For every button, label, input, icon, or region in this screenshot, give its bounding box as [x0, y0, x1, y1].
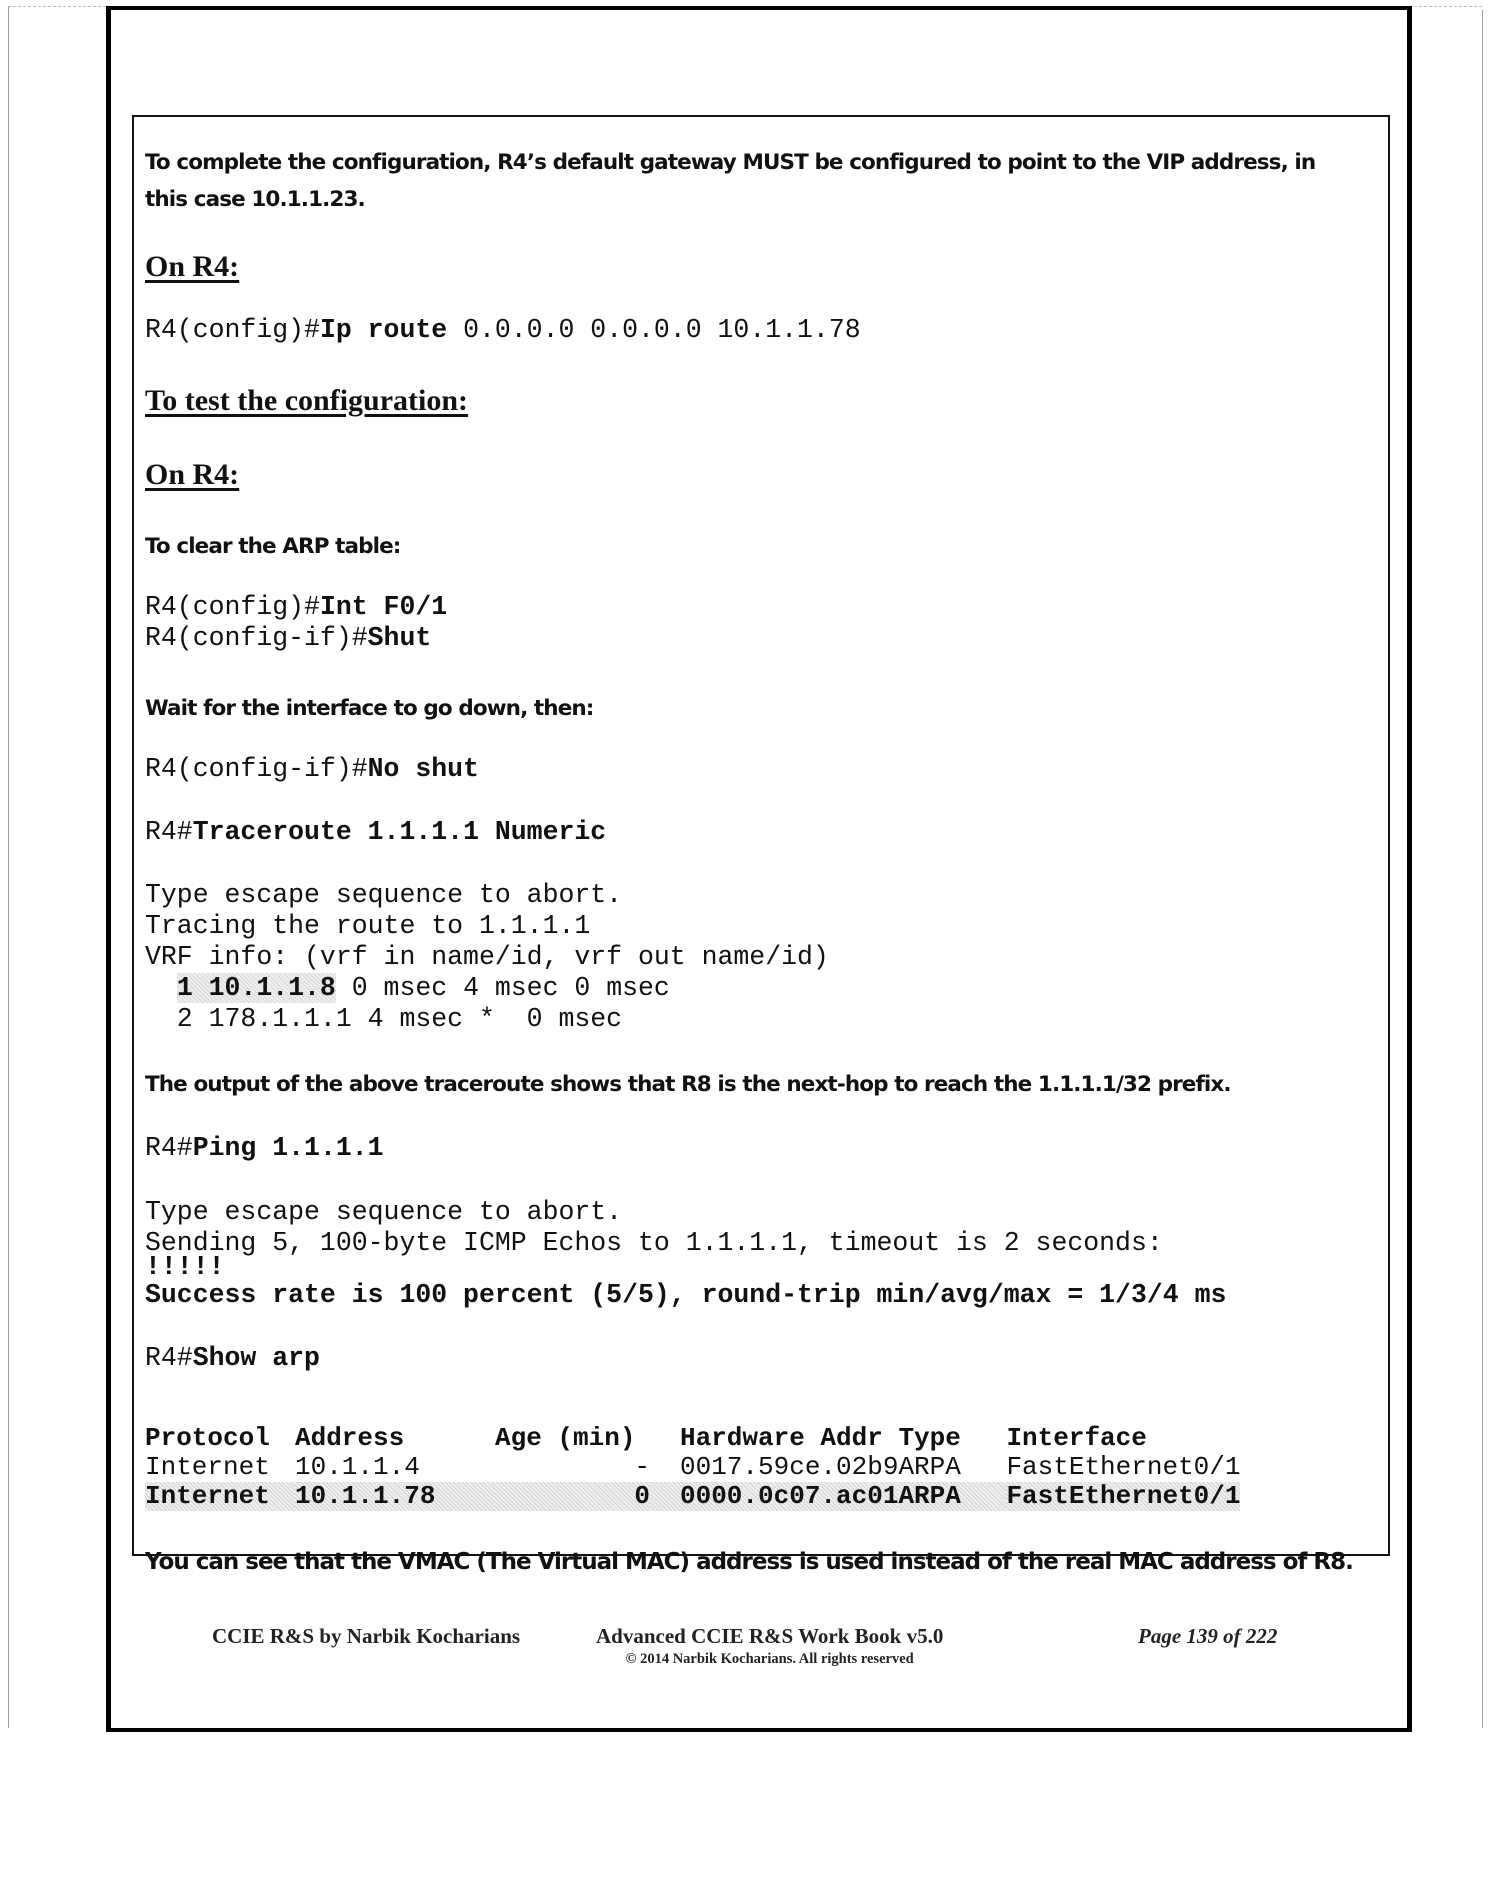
cli-prompt: R4(config-if)#: [145, 623, 368, 653]
cli-command: Ip route: [319, 315, 448, 345]
cli-command: Int F0/1: [319, 592, 448, 622]
cli-prompt: R4#: [145, 1133, 193, 1163]
wait-label: Wait for the interface to go down, then:: [145, 696, 594, 721]
hop-times: 0 msec 4 msec 0 msec: [335, 973, 670, 1003]
section-heading-on-r4: On R4:: [145, 250, 240, 283]
ping-success-line: Success rate is 100 percent (5/5), round-trip min/avg/max = 1/3/4 ms: [145, 1280, 1227, 1310]
cmd-traceroute: [145, 817, 606, 849]
cell-interface: FastEthernet0/1: [1006, 1481, 1241, 1511]
cli-command: Ping 1.1.1.1: [192, 1133, 384, 1163]
intro-paragraph: To complete the configuration, R4’s default gateway MUST be configured to point to the VIP address, in this case 10.1.1.23.: [145, 150, 1316, 212]
section-heading-on-r4-test: On R4:: [145, 458, 240, 491]
ping-line-2: Sending 5, 100-byte ICMP Echos to 1.1.1.1, timeout is 2 seconds:: [145, 1228, 1163, 1258]
cli-prompt: R4(config)#: [145, 592, 320, 622]
col-age: Age (min): [495, 1423, 636, 1453]
arp-table-header: [145, 1424, 1240, 1453]
cli-command: Traceroute: [192, 817, 352, 847]
page-number: Page 139 of 222: [1138, 1624, 1278, 1648]
footer-book: [596, 1624, 943, 1668]
cell-hardware-addr: 0017.59ce.02b9: [680, 1452, 899, 1482]
cell-address: 10.1.1.4: [295, 1452, 420, 1482]
traceroute-line-2: Tracing the route to 1.1.1.1: [145, 911, 591, 941]
cell-address: 10.1.1.78: [295, 1482, 495, 1511]
table-row-highlighted: [145, 1482, 1240, 1511]
traceroute-hop-1: [145, 973, 670, 1005]
cell-hardware-addr: 0000.0c07.ac01: [650, 1482, 898, 1511]
traceroute-line-1: Type escape sequence to abort.: [145, 880, 623, 910]
cmd-show-arp: [145, 1343, 320, 1375]
col-address: Address: [295, 1423, 405, 1453]
clear-arp-label: To clear the ARP table:: [145, 534, 401, 559]
footer-book-title: Advanced CCIE R&S Work Book v5.0: [596, 1624, 944, 1648]
traceroute-line-3: VRF info: (vrf in name/id, vrf out name/id): [145, 942, 829, 972]
cli-command: Show arp: [192, 1343, 320, 1373]
ping-line-1: Type escape sequence to abort.: [145, 1197, 623, 1227]
scan-margin-right: [1482, 10, 1483, 1728]
table-row: [145, 1453, 1240, 1482]
footer-author: CCIE R&S by Narbik Kocharians: [212, 1624, 521, 1648]
cell-interface: FastEthernet0/1: [1006, 1452, 1241, 1482]
col-type: Type: [898, 1423, 961, 1453]
test-config-heading: To test the configuration:: [145, 384, 469, 417]
cmd-shut: [145, 623, 431, 655]
cli-keyword: Numeric: [494, 817, 607, 847]
cli-command: Shut: [367, 623, 432, 653]
cli-args: 1.1.1.1: [351, 817, 495, 847]
arp-table: [145, 1424, 1240, 1511]
cli-prompt: R4#: [145, 817, 193, 847]
cli-prompt: R4(config)#: [145, 315, 320, 345]
scan-margin-left: [8, 6, 9, 1728]
cell-age: -: [634, 1452, 650, 1482]
cli-args: 0.0.0.0 0.0.0.0 10.1.1.78: [447, 315, 861, 345]
cmd-no-shut: [145, 754, 479, 786]
cell-type: ARPA: [898, 1452, 961, 1482]
footer-copyright: © 2014 Narbik Kocharians. All rights reserved: [625, 1651, 914, 1667]
cmd-ip-route: [145, 315, 861, 347]
cmd-ping: [145, 1133, 384, 1165]
cli-command: No shut: [367, 754, 479, 784]
cell-age: 0: [495, 1482, 650, 1511]
ping-line-3: !!!!!: [145, 1252, 225, 1282]
cell-type: ARPA: [898, 1482, 1006, 1511]
cli-prompt: R4#: [145, 1343, 193, 1373]
cmd-int: [145, 592, 447, 624]
traceroute-hop-2: 2 178.1.1.1 4 msec * 0 msec: [145, 1004, 623, 1034]
cli-prompt: R4(config-if)#: [145, 754, 368, 784]
cell-protocol: Internet: [145, 1452, 270, 1482]
col-interface: Interface: [1006, 1423, 1147, 1453]
traceroute-note: The output of the above traceroute shows that R8 is the next-hop to reach the 1.1.1.1/32 prefix.: [145, 1072, 1231, 1097]
col-protocol: Protocol: [145, 1423, 270, 1453]
highlighted-hop: 1 10.1.1.8: [176, 973, 336, 1003]
col-hardware-addr: Hardware Addr: [680, 1423, 883, 1453]
vmac-note: You can see that the VMAC (The Virtual MAC) address is used instead of the real MAC address of R8.: [145, 1549, 1353, 1575]
cell-protocol: Internet: [145, 1482, 295, 1511]
